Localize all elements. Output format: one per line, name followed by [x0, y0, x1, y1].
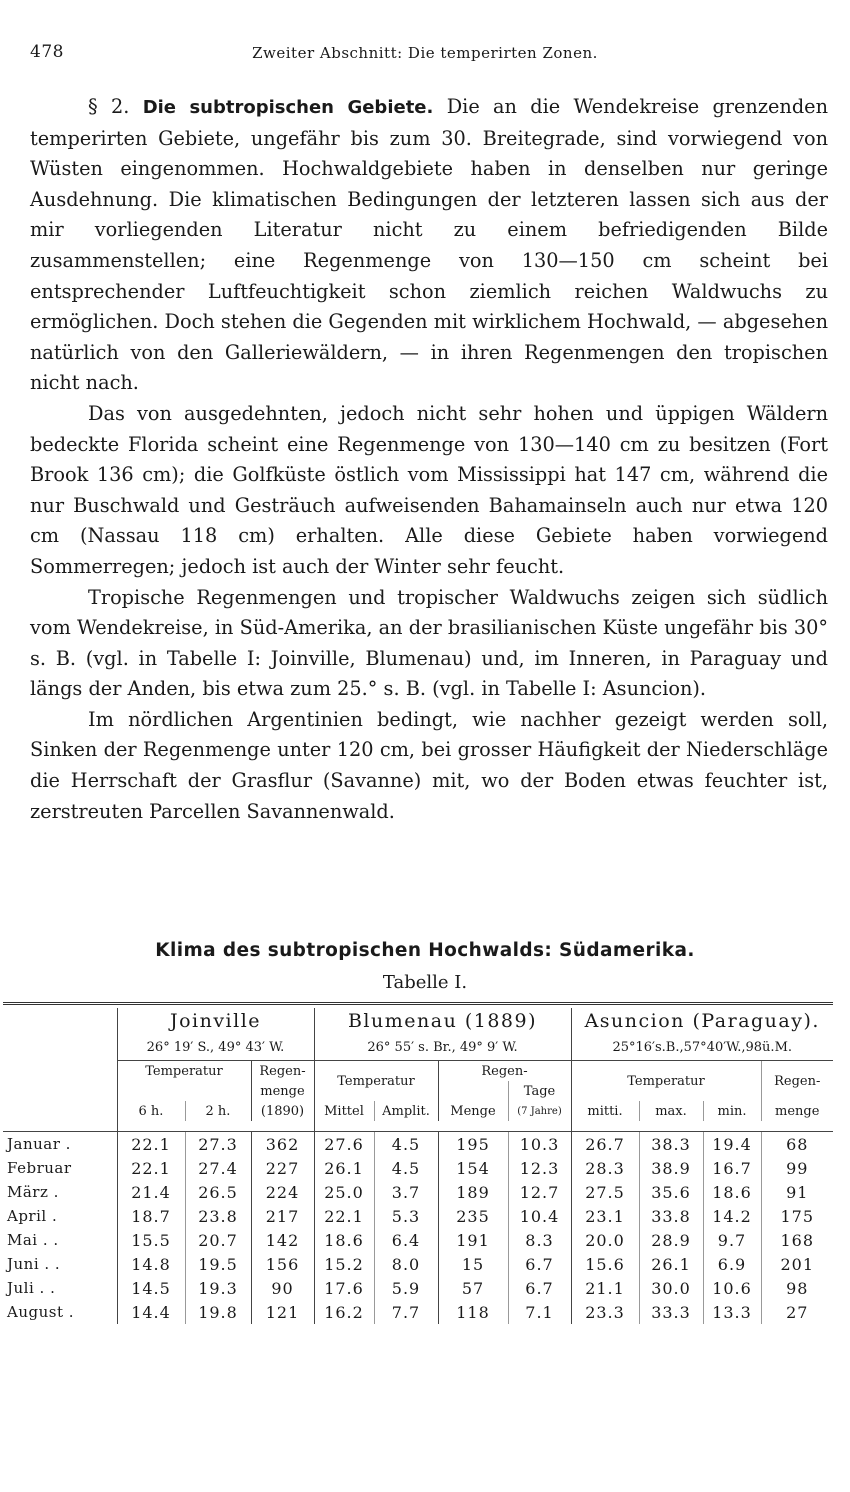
table-cell: 91: [761, 1180, 833, 1204]
table-cell: 189: [438, 1180, 508, 1204]
table-cell: 28.9: [639, 1228, 703, 1252]
table-cell: 15.2: [314, 1252, 374, 1276]
table-cell: 26.7: [571, 1132, 639, 1157]
table-subtitle: Tabelle I.: [382, 972, 468, 993]
table-cell: 22.1: [117, 1132, 185, 1157]
paragraph-1: [30, 92, 828, 399]
table-cell: 4.5: [374, 1156, 438, 1180]
table-cell: 38.3: [639, 1132, 703, 1157]
table-cell: 19.3: [185, 1276, 251, 1300]
header-regenmenge-3: (1890): [251, 1101, 314, 1121]
table-cell: 21.4: [117, 1180, 185, 1204]
paragraph-4: Im nördlichen Argentinien bedingt, wie nachher gezeigt werden soll, Sinken der Regenmenge unter 120 cm, bei grosser Häufigkeit der Niederschläge die Herrschaft der Grasflur (Savanne) mit, wo der Boden etwas feuchter ist, zerstreuten Parcellen Savannenwald.: [30, 707, 828, 823]
table-cell: 16.7: [703, 1156, 761, 1180]
table-cell: 6.9: [703, 1252, 761, 1276]
table-cell: 15.6: [571, 1252, 639, 1276]
table-cell: 27.6: [314, 1132, 374, 1157]
table-cell: 227: [251, 1156, 314, 1180]
table-row: [3, 1300, 833, 1324]
table-cell: 154: [438, 1156, 508, 1180]
header-2h: 2 h.: [185, 1101, 251, 1121]
climate-table: [3, 1002, 833, 1324]
table-cell: 12.7: [508, 1180, 571, 1204]
running-head: [30, 42, 820, 66]
table-cell: 28.3: [571, 1156, 639, 1180]
table-cell: 68: [761, 1132, 833, 1157]
table-row: [3, 1204, 833, 1228]
table-cell: 16.2: [314, 1300, 374, 1324]
table-cell: 235: [438, 1204, 508, 1228]
month-label: Juni . .: [7, 1255, 61, 1273]
table-cell: 6.7: [508, 1252, 571, 1276]
table-cell: 27.4: [185, 1156, 251, 1180]
table-cell: 19.4: [703, 1132, 761, 1157]
table-cell: 27.3: [185, 1132, 251, 1157]
table-cell: 6.4: [374, 1228, 438, 1252]
table-cell: 191: [438, 1228, 508, 1252]
table-cell: 142: [251, 1228, 314, 1252]
table-cell: 9.7: [703, 1228, 761, 1252]
header-tage-note: (7 Jahre): [508, 1101, 571, 1121]
header-min: min.: [703, 1101, 761, 1121]
header-amplit: Amplit.: [374, 1101, 438, 1121]
header-mitti: mitti.: [571, 1101, 639, 1121]
table-cell: 168: [761, 1228, 833, 1252]
header-6h: 6 h.: [117, 1101, 185, 1121]
table-cell: 10.4: [508, 1204, 571, 1228]
coords-blumenau: 26° 55′ s. Br., 49° 9′ W.: [314, 1034, 571, 1061]
coords-joinville: 26° 19′ S., 49° 43′ W.: [117, 1034, 314, 1061]
table-cell: 18.6: [314, 1228, 374, 1252]
coords-asuncion: 25°16′s.B.,57°40′W.,98ü.M.: [571, 1034, 833, 1061]
header-temperatur-asuncion: Temperatur: [571, 1061, 761, 1102]
table-cell: 8.3: [508, 1228, 571, 1252]
table-cell: 38.9: [639, 1156, 703, 1180]
table-cell: 201: [761, 1252, 833, 1276]
running-title: Zweiter Abschnitt: Die temperirten Zonen.: [252, 44, 598, 62]
table-row: [3, 1228, 833, 1252]
table-cell: 4.5: [374, 1132, 438, 1157]
month-label: Februar: [7, 1159, 72, 1177]
table-cell: 14.4: [117, 1300, 185, 1324]
header-mittel: Mittel: [314, 1101, 374, 1121]
table-cell: 22.1: [117, 1156, 185, 1180]
paragraph-3: Tropische Regenmengen und tropischer Waldwuchs zeigen sich südlich vom Wendekreise, in Süd-Amerika, an der brasilianischen Küste ungefähr bis 30° s. B. (vgl. in Tabelle I: Joinville, Blumenau) und, im Inneren, in Paraguay und längs der Anden, bis etwa zum 25.° s. B. (vgl. in Tabelle I: Asuncion).: [30, 585, 828, 701]
table-cell: 21.1: [571, 1276, 639, 1300]
header-regenmenge-1: Regen-: [251, 1061, 314, 1082]
table-row: [3, 1252, 833, 1276]
header-tage: Tage: [508, 1081, 571, 1101]
table-cell: 23.3: [571, 1300, 639, 1324]
table-cell: 98: [761, 1276, 833, 1300]
table-cell: 8.0: [374, 1252, 438, 1276]
month-label: Januar .: [7, 1135, 71, 1153]
table-cell: 99: [761, 1156, 833, 1180]
page-number: 478: [30, 42, 64, 62]
table-cell: 5.9: [374, 1276, 438, 1300]
month-label: April .: [7, 1207, 58, 1225]
section-symbol: § 2.: [88, 95, 130, 118]
table-cell: 22.1: [314, 1204, 374, 1228]
header-temperatur-blumenau: Temperatur: [314, 1061, 438, 1102]
table-cell: 35.6: [639, 1180, 703, 1204]
table-cell: 15: [438, 1252, 508, 1276]
table-cell: 30.0: [639, 1276, 703, 1300]
table-cell: 7.7: [374, 1300, 438, 1324]
table-cell: 20.0: [571, 1228, 639, 1252]
section-heading: Die subtropischen Gebiete.: [142, 97, 434, 118]
table-cell: 90: [251, 1276, 314, 1300]
header-regenmenge-2: menge: [251, 1081, 314, 1101]
table-cell: 23.1: [571, 1204, 639, 1228]
body-text: [30, 92, 828, 827]
table-cell: 14.8: [117, 1252, 185, 1276]
month-label: Juli . .: [7, 1279, 56, 1297]
table-cell: 33.8: [639, 1204, 703, 1228]
paragraph-2: Das von ausgedehnten, jedoch nicht sehr hohen und üppigen Wäldern bedeckte Florida scheint eine Regenmenge von 130—140 cm zu besitzen (Fort Brook 136 cm); die Golfküste östlich vom Mississippi hat 147 cm, während die nur Buschwald und Gesträuch aufweisenden Bahamainseln auch nur etwa 120 cm (Nassau 118 cm) erhalten. Alle diese Gebiete haben vorwiegend Sommerregen; jedoch ist auch der Winter sehr feucht.: [30, 401, 828, 578]
table-cell: 18.6: [703, 1180, 761, 1204]
table-cell: 17.6: [314, 1276, 374, 1300]
table-cell: 27: [761, 1300, 833, 1324]
table-cell: 121: [251, 1300, 314, 1324]
table-cell: 15.5: [117, 1228, 185, 1252]
table-row: [3, 1276, 833, 1300]
header-regenmenge-asuncion-1: Regen-: [761, 1061, 833, 1102]
table-cell: 25.0: [314, 1180, 374, 1204]
table-cell: 217: [251, 1204, 314, 1228]
table-cell: 156: [251, 1252, 314, 1276]
table-cell: 12.3: [508, 1156, 571, 1180]
table-cell: 27.5: [571, 1180, 639, 1204]
table-row: [3, 1132, 833, 1157]
table-cell: 3.7: [374, 1180, 438, 1204]
table-cell: 10.6: [703, 1276, 761, 1300]
station-joinville: Joinville: [117, 1008, 314, 1034]
table-cell: 33.3: [639, 1300, 703, 1324]
table-cell: 23.8: [185, 1204, 251, 1228]
header-menge: Menge: [438, 1101, 508, 1121]
table-cell: 26.5: [185, 1180, 251, 1204]
table-row: [3, 1180, 833, 1204]
table-cell: 6.7: [508, 1276, 571, 1300]
header-regenmenge-asuncion-2: menge: [761, 1101, 833, 1121]
table-cell: 175: [761, 1204, 833, 1228]
paragraph-1-text: Die an die Wendekreise grenzenden temperirten Gebiete, ungefähr bis zum 30. Breitegrade, sind vorwiegend von Wüsten eingenommen. Hochwaldgebiete haben in denselben nur geringe Ausdehnung. Die klimatischen Bedingungen der letzteren lassen sich aus der mir vorliegenden Literatur nicht zu einem befriedigenden Bilde zusammenstellen; eine Regenmenge von 130—150 cm scheint bei entsprechender Luftfeuchtigkeit schon ziemlich reichen Waldwuchs zu ermöglichen. Doch stehen die Gegenden mit wirklichem Hochwald, — abgesehen natürlich von den Galleriewäldern, — in ihren Regenmengen den tropischen nicht nach.: [30, 95, 828, 395]
month-label: Mai . .: [7, 1231, 59, 1249]
station-asuncion: Asuncion (Paraguay).: [571, 1008, 833, 1034]
header-temperatur-joinville: Temperatur: [117, 1061, 251, 1082]
month-label: August .: [7, 1303, 75, 1321]
table-row: [3, 1156, 833, 1180]
table-cell: 18.7: [117, 1204, 185, 1228]
table-cell: 224: [251, 1180, 314, 1204]
table-cell: 10.3: [508, 1132, 571, 1157]
month-label: März .: [7, 1183, 59, 1201]
table-cell: 5.3: [374, 1204, 438, 1228]
table-cell: 19.8: [185, 1300, 251, 1324]
header-regen-blumenau: Regen-: [438, 1061, 571, 1082]
table-cell: 362: [251, 1132, 314, 1157]
table-cell: 26.1: [314, 1156, 374, 1180]
table-cell: 26.1: [639, 1252, 703, 1276]
table-cell: 14.2: [703, 1204, 761, 1228]
table-cell: 118: [438, 1300, 508, 1324]
header-max: max.: [639, 1101, 703, 1121]
table-cell: 13.3: [703, 1300, 761, 1324]
table-cell: 7.1: [508, 1300, 571, 1324]
table-cell: 195: [438, 1132, 508, 1157]
table-cell: 20.7: [185, 1228, 251, 1252]
table-title: Klima des subtropischen Hochwalds: Südamerika.: [155, 940, 695, 961]
table-cell: 19.5: [185, 1252, 251, 1276]
table-cell: 57: [438, 1276, 508, 1300]
table-cell: 14.5: [117, 1276, 185, 1300]
station-blumenau: Blumenau (1889): [314, 1008, 571, 1034]
